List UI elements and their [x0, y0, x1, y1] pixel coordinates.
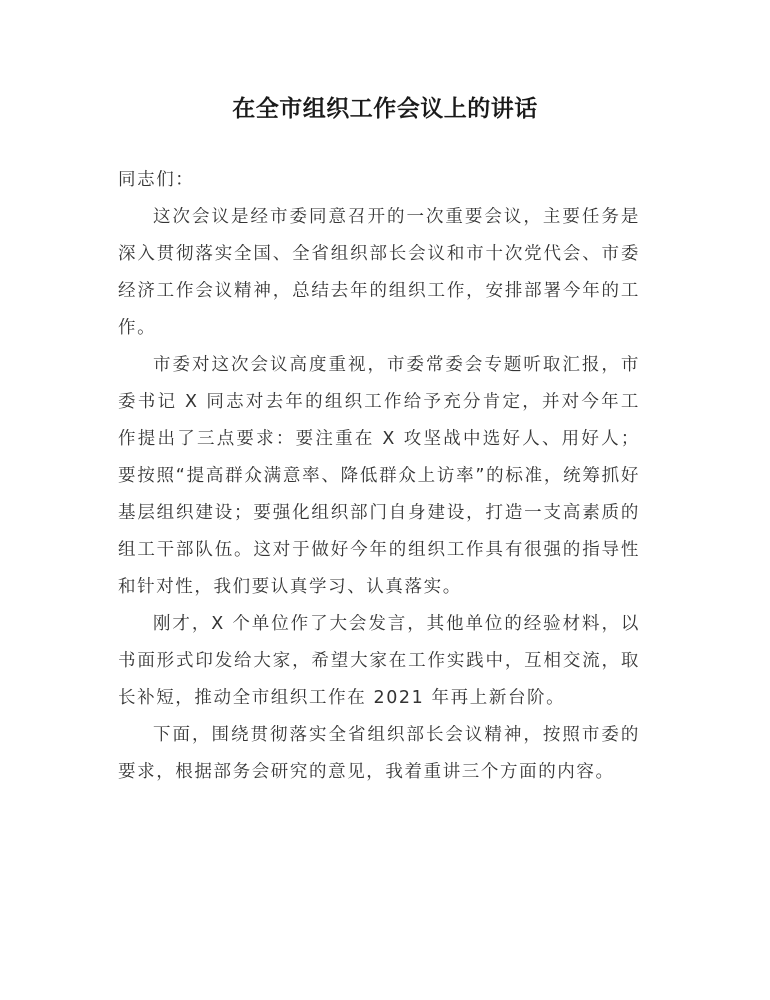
salutation: 同志们： [118, 170, 195, 190]
document-title: 在全市组织工作会议上的讲话 [232, 95, 538, 122]
paragraph-3: 刚才，X 个单位作了大会发言，其他单位的经验材料，以书面形式印发给大家，希望大家在工作实践中，互相交流，取长补短，推动全市组织工作在 2021 年再上新台阶。 [118, 614, 640, 708]
paragraph-1: 这次会议是经市委同意召开的一次重要会议，主要任务是深入贯彻落实全国、全省组织部长会议和市十次党代会、市委经济工作会议精神，总结去年的组织工作，安排部署今年的工作。 [118, 207, 640, 338]
paragraph-4: 下面，围绕贯彻落实全省组织部长会议精神，按照市委的要求，根据部务会研究的意见，我着重讲三个方面的内容。 [118, 725, 640, 782]
paragraph-2: 市委对这次会议高度重视，市委常委会专题听取汇报，市委书记 X 同志对去年的组织工作给予充分肯定，并对今年工作提出了三点要求：要注重在 X 攻坚战中选好人、用好人；要按照“提高群众满意率、降低群众上访率”的标准，统筹抓好基层组织建设；要强化组织部门自身建设，打造一支高素质的组工干部队伍。这对于做好今年的组织工作具有很强的指导性和针对性，我们要认真学习、认真落实。 [118, 355, 640, 597]
document-body [118, 162, 640, 791]
